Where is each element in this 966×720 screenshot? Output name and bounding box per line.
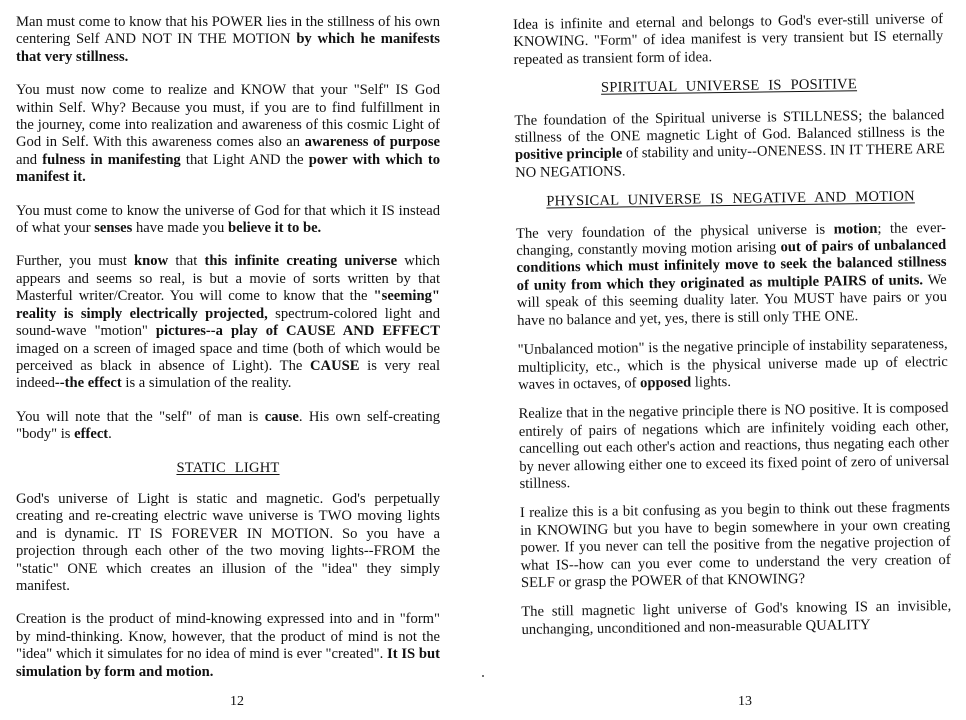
left-paragraph-7: [16, 611, 440, 681]
emphasis: opposed: [639, 374, 692, 392]
left-paragraph-2: [16, 82, 440, 186]
right-paragraph-3: [516, 220, 947, 330]
left-paragraph-4: [16, 253, 440, 392]
text-run: of stability and unity--ONENESS. IN IT THERE ARE NO NEGATIONS.: [515, 141, 946, 181]
text-run: Creation is the product of mind-knowing expressed into and in "form" by mind-thinking. Know, however, that the product of mind is not the "idea" which it simulates for no idea of mind is ever "created".: [16, 611, 440, 663]
text-run: is very real indeed: [16, 357, 441, 392]
emphasis: cause: [264, 408, 299, 425]
section-heading-physical-universe: PHYSICAL UNIVERSE IS NEGATIVE AND MOTION: [546, 188, 915, 210]
text-run: Man must come to know that his POWER lies in the stillness of his own centering Self AND NOT IN THE MOTION: [16, 14, 440, 48]
text-run: that: [168, 253, 205, 270]
right-page-text: [513, 11, 952, 651]
emphasis: awareness of purpose: [304, 134, 440, 151]
emphasis: CAUSE: [310, 357, 360, 374]
emphasis: this infinite creating universe: [204, 253, 398, 270]
text-run: You must come to know the universe of God for that which it IS instead of what your: [16, 202, 440, 237]
emphasis: --the effect: [54, 375, 122, 392]
emphasis: by which he manifests that very stillness.: [16, 31, 440, 65]
text-run: is a simulation of the reality.: [121, 375, 292, 392]
emphasis: out of pairs of unbalanced conditions which must infinitely move to seek the balanced stillness of unity from which they originated as multiple PAIRS of units.: [516, 237, 947, 294]
text-run: which appears and seems so real, is but a movie of sorts written by that Masterful writer/Creator. You will come to know that the: [16, 253, 440, 305]
right-paragraph-1: Idea is infinite and eternal and belongs to God's ever-still universe of KNOWING. "Form" of idea manifest is very transient but IS eternally repeated as transient form of idea.: [513, 10, 944, 68]
right-paragraph-5: Realize that in the negative principle there is NO positive. It is composed entirely of pairs of negations which are infinitely voiding each other, cancelling out each other's action and reactions, thus negating each other by never allowing either one to exceed its fixed point of zero of universal stillness.: [518, 400, 950, 492]
text-run: that Light AND the: [180, 151, 309, 168]
left-paragraph-1: [16, 14, 440, 66]
emphasis: effect: [74, 426, 109, 443]
right-paragraph-6: I realize this is a bit confusing as you begin to think out these fragments in KNOWING but you have to begin somewhere in your own creating power. If you never can tell the positive from the negative projection of what IS--how can you ever come to understand the very creation of SELF or grasp the POWER of that KNOWING?: [519, 499, 951, 591]
emphasis: power with which to manifest it.: [16, 151, 440, 186]
left-paragraph-6: God's universe of Light is static and magnetic. God's perpetually creating and re-creating electric wave universe is TWO moving lights and is dynamic. IT IS FOREVER IN MOTION. So you have a projection through each other of the two moving lights--FROM the "static" ONE which creates an illusion of the "idea" they simply manifest.: [16, 490, 440, 594]
left-paragraph-5: [16, 409, 440, 444]
right-paragraph-2: [514, 107, 945, 183]
emphasis: fulness in manifesting: [42, 151, 181, 168]
text-run: spectrum-colored light and sound-wave "motion": [16, 305, 441, 340]
text-run: have made you: [132, 220, 228, 237]
emphasis: "seeming" reality is simply electrically projected,: [16, 288, 440, 322]
text-run: imaged on a screen of imaged space and time (both of which would be perceived as black in absence of Light). The: [16, 340, 440, 374]
text-run: The foundation of the Spiritual universe is STILLNESS; the balanced stillness of the ONE magnetic Light of God. Balanced stillness is the: [514, 106, 945, 147]
text-run: The very foundation of the physical universe is: [515, 221, 834, 242]
emphasis: positive principle: [514, 145, 623, 164]
emphasis: believe it to be.: [227, 220, 322, 237]
section-heading-spiritual-universe: SPIRITUAL UNIVERSE IS POSITIVE: [600, 76, 858, 96]
emphasis: know: [134, 253, 169, 270]
text-run: We will speak of this seeming duality later. You MUST have pairs or you have no balance and yet, yes, there is still only THE ONE.: [516, 271, 948, 329]
emphasis: pictures--a play of CAUSE AND EFFECT: [155, 323, 440, 340]
text-run: You must now come to realize and KNOW that your "Self" IS God within Self. Why? Because you must, if you are to find fulfillment in the journey, come into realization and awareness of this cosmic Light of God in Self. With this awareness comes also an: [16, 82, 440, 151]
page-number-right: 13: [738, 694, 752, 709]
emphasis: motion: [833, 220, 878, 238]
text-run: and: [16, 151, 43, 168]
page-number-left: 12: [230, 694, 244, 709]
scan-speck: [482, 675, 484, 677]
right-paragraph-7: The still magnetic light universe of God's knowing IS an invisible, unchanging, unconditioned and non-measurable QUALITY: [521, 598, 952, 638]
emphasis: senses: [94, 220, 133, 237]
text-run: .: [108, 426, 112, 443]
text-run: "Unbalanced motion" is the negative principle of instability separateness, multiplicity, etc., which is the physical universe made up of electric waves in octaves, of: [517, 336, 948, 393]
emphasis: It IS but simulation by form and motion.: [16, 646, 440, 680]
left-page-text: [16, 14, 440, 697]
text-run: lights.: [691, 373, 732, 391]
text-run: You will note that the "self" of man is: [16, 408, 265, 425]
text-run: Further, you must: [16, 253, 135, 270]
right-page: [483, 0, 966, 720]
left-paragraph-3: [16, 203, 440, 238]
text-run: ; the ever-changing, constantly moving motion arising: [516, 219, 947, 260]
section-heading-static-light: STATIC LIGHT: [176, 459, 280, 476]
text-run: . His own self-creating "body" is: [16, 408, 440, 443]
right-paragraph-4: [518, 336, 949, 394]
